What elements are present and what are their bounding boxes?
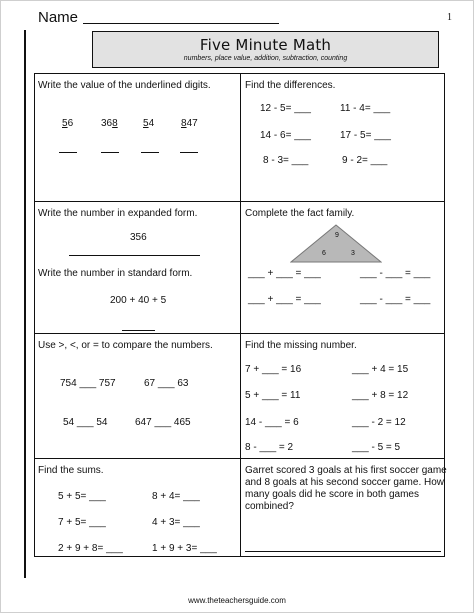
difference-problem[interactable]: 11 - 4= ___ bbox=[340, 103, 391, 114]
missing-number-prompt: Find the missing number. bbox=[245, 340, 357, 351]
grid-row-divider bbox=[34, 201, 445, 202]
missing-number-item[interactable]: 5 + ___ = 11 bbox=[245, 390, 301, 401]
place-value-number bbox=[62, 118, 73, 129]
triangle-left-number: 6 bbox=[322, 250, 326, 257]
name-label: Name bbox=[38, 9, 79, 26]
page-number: 1 bbox=[447, 12, 452, 23]
fact-family-line[interactable]: ___ - ___ = ___ bbox=[360, 294, 431, 305]
difference-problem[interactable]: 9 - 2= ___ bbox=[342, 155, 388, 166]
sum-problem[interactable]: 7 + 5= ___ bbox=[58, 517, 106, 528]
difference-problem[interactable]: 8 - 3= ___ bbox=[263, 155, 309, 166]
word-problem-line: many goals did he score in both games bbox=[245, 489, 419, 500]
compare-item[interactable]: 647 ___ 465 bbox=[135, 417, 191, 428]
digit-rest: 4 bbox=[148, 118, 155, 129]
difference-problem[interactable]: 17 - 5= ___ bbox=[340, 130, 391, 141]
differences-prompt: Find the differences. bbox=[245, 80, 336, 91]
triangle-top-number: 9 bbox=[335, 232, 339, 239]
fact-family-line[interactable]: ___ - ___ = ___ bbox=[360, 268, 431, 279]
underlined-digit: 5 bbox=[143, 118, 149, 129]
missing-number-item[interactable]: ___ - 5 = 5 bbox=[352, 442, 401, 453]
difference-problem[interactable]: 14 - 6= ___ bbox=[260, 130, 311, 141]
footer-url: www.theteachersguide.com bbox=[188, 596, 286, 605]
worksheet-title: Five Minute Math bbox=[199, 36, 332, 54]
digit-rest: 6 bbox=[67, 118, 74, 129]
difference-problem[interactable]: 12 - 5= ___ bbox=[260, 103, 311, 114]
answer-blank[interactable] bbox=[141, 152, 159, 153]
expanded-number: 356 bbox=[130, 232, 147, 243]
place-value-number bbox=[143, 118, 154, 129]
worksheet-subtitle: numbers, place value, addition, subtraction, counting bbox=[183, 55, 348, 62]
missing-number-item[interactable]: ___ + 4 = 15 bbox=[352, 364, 409, 375]
grid-row-divider bbox=[34, 458, 445, 459]
fact-family-line[interactable]: ___ + ___ = ___ bbox=[248, 268, 321, 279]
sum-problem[interactable]: 4 + 3= ___ bbox=[152, 517, 200, 528]
sum-problem[interactable]: 8 + 4= ___ bbox=[152, 491, 200, 502]
expanded-expression: 200 + 40 + 5 bbox=[110, 295, 167, 306]
compare-item[interactable]: 54 ___ 54 bbox=[63, 417, 108, 428]
sum-problem[interactable]: 2 + 9 + 8= ___ bbox=[58, 543, 123, 554]
answer-blank[interactable] bbox=[101, 152, 119, 153]
word-problem-line: Garret scored 3 goals at his first soccer game bbox=[245, 465, 447, 476]
compare-item[interactable]: 754 ___ 757 bbox=[60, 378, 116, 389]
answer-blank[interactable] bbox=[180, 152, 198, 153]
word-problem-line: combined? bbox=[245, 501, 294, 512]
compare-prompt: Use >, <, or = to compare the numbers. bbox=[38, 340, 213, 351]
expanded-form-prompt: Write the number in expanded form. bbox=[38, 208, 198, 219]
underlined-digit: 8 bbox=[112, 118, 118, 129]
grid-center-divider bbox=[240, 73, 241, 557]
answer-blank[interactable] bbox=[59, 152, 77, 153]
missing-number-item[interactable]: 14 - ___ = 6 bbox=[245, 417, 299, 428]
fact-triangle-icon bbox=[290, 224, 382, 264]
missing-number-item[interactable]: ___ + 8 = 12 bbox=[352, 390, 409, 401]
answer-blank[interactable] bbox=[122, 330, 155, 331]
digit-rest: 36 bbox=[101, 118, 113, 129]
title-box bbox=[92, 31, 439, 68]
place-value-number bbox=[101, 118, 118, 129]
compare-item[interactable]: 67 ___ 63 bbox=[144, 378, 189, 389]
sum-problem[interactable]: 5 + 5= ___ bbox=[58, 491, 106, 502]
word-problem-line: and 8 goals at his second soccer game. How bbox=[245, 477, 444, 488]
missing-number-item[interactable]: ___ - 2 = 12 bbox=[352, 417, 406, 428]
underlined-digit: 8 bbox=[181, 118, 187, 129]
triangle-right-number: 3 bbox=[351, 250, 355, 257]
missing-number-item[interactable]: 7 + ___ = 16 bbox=[245, 364, 302, 375]
name-field-line[interactable] bbox=[83, 23, 279, 24]
place-value-number bbox=[181, 118, 198, 129]
answer-blank[interactable] bbox=[69, 255, 200, 256]
digit-rest: 47 bbox=[186, 118, 198, 129]
standard-form-prompt: Write the number in standard form. bbox=[38, 268, 193, 279]
word-problem-answer-line[interactable] bbox=[245, 551, 441, 552]
grid-row-divider bbox=[34, 333, 445, 334]
sums-prompt: Find the sums. bbox=[38, 465, 104, 476]
underlined-digit: 5 bbox=[62, 118, 68, 129]
left-margin-rule bbox=[24, 30, 26, 578]
place-value-prompt: Write the value of the underlined digits. bbox=[38, 80, 211, 91]
fact-family-prompt: Complete the fact family. bbox=[245, 208, 355, 219]
sum-problem[interactable]: 1 + 9 + 3= ___ bbox=[152, 543, 217, 554]
fact-family-line[interactable]: ___ + ___ = ___ bbox=[248, 294, 321, 305]
missing-number-item[interactable]: 8 - ___ = 2 bbox=[245, 442, 294, 453]
